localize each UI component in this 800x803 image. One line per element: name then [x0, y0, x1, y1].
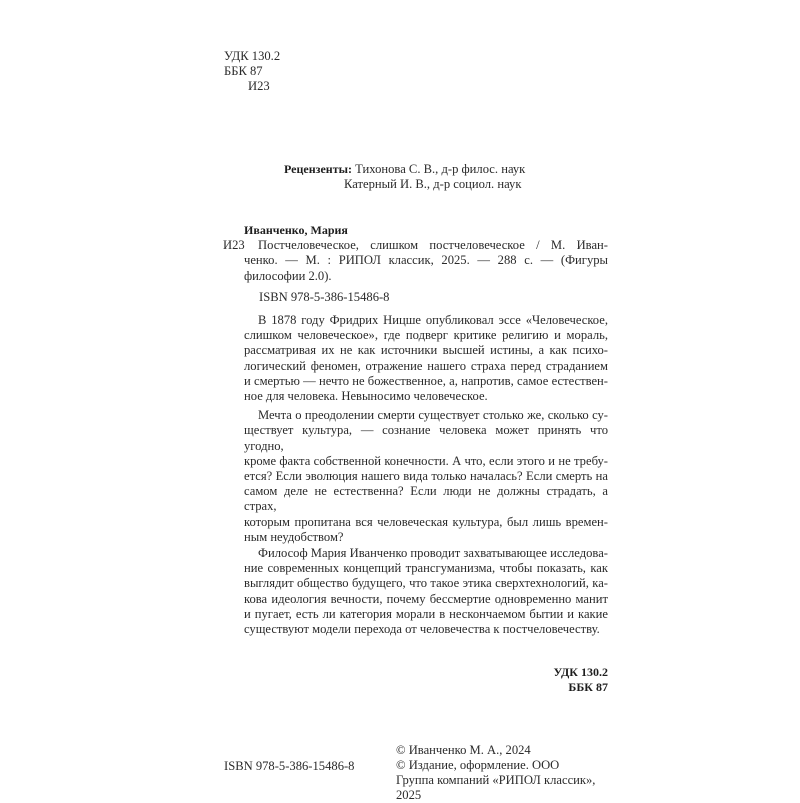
annotation-line: самом деле не естественна? Если люди не должны страдать, а страх,: [244, 484, 608, 514]
annotation-line: ется? Если эволюция нашего вида только началась? Если смерть на: [244, 468, 608, 483]
annotation-line: В 1878 году Фридрих Ницше опубликовал эссе «Человеческое,: [258, 312, 608, 327]
annotation-line: Мечта о преодолении смерти существует столько же, сколько су-: [258, 408, 608, 423]
reviewer-name: Тихонова С. В., д-р филос. наук: [355, 161, 526, 176]
copyright-block: [396, 743, 595, 803]
annotation-line: логический феномен, отражение нашего страха перед страданием: [244, 358, 608, 373]
annotation-line: ное для человека. Невыносимо человеческое.: [244, 388, 488, 403]
annotation-line: существуют модели перехода от человечества к постчеловечеству.: [244, 621, 600, 636]
annotation-line: кова идеология вечности, почему бессмертие одновременно манит: [244, 591, 608, 606]
bibliographic-record: [223, 223, 608, 305]
reviewers-label: Рецензенты:: [284, 161, 352, 176]
author-mark: И23: [248, 79, 270, 94]
annotation-paragraph-2: [244, 408, 608, 545]
reviewer-name: Катерный И. В., д-р социол. наук: [344, 176, 522, 191]
annotation-line: и пугает, есть ли категория морали в нескончаемом бытии и какие: [244, 606, 608, 621]
annotation-line: кроме факта собственной конечности. А что, если этого и не требу-: [244, 453, 608, 468]
annotation-paragraph-3: [244, 546, 608, 637]
annotation-line: слишком человеческое», где подверг критике религию и мораль,: [244, 328, 608, 343]
footer-isbn: ISBN 978-5-386-15486-8: [224, 758, 355, 773]
classification-codes: [224, 0, 800, 95]
copyright-line: 2025: [396, 788, 422, 803]
description-line: Постчеловеческое, слишком постчеловеческое / М. Иван-: [258, 238, 608, 253]
annotation-line: ние современных концепций трансгуманизма, чтобы показать, как: [244, 561, 608, 576]
reviewers-block: [284, 162, 800, 192]
annotation-line: ным неудобством?: [244, 529, 344, 544]
annotation-line: Философ Мария Иванченко проводит захватывающее исследова-: [258, 545, 608, 560]
description-line: ченко. — М. : РИПОЛ классик, 2025. — 288 с. — (Фигуры: [244, 253, 608, 268]
bbk-code: ББК 87: [224, 64, 263, 79]
annotation-line: выглядит общество будущего, что такое этика сверхтехнологий, ка-: [244, 576, 608, 591]
bbk-code-right: ББК 87: [568, 680, 608, 695]
udk-code: УДК 130.2: [224, 49, 281, 63]
isbn-record: ISBN 978-5-386-15486-8: [259, 289, 390, 304]
annotation-line: и смертью — нечто не божественное, а, напротив, самое естествен-: [244, 373, 608, 388]
author-heading: Иванченко, Мария: [244, 222, 348, 237]
annotation-line: которым пропитана вся человеческая культура, был лишь времен-: [244, 514, 608, 529]
copyright-line: © Иванченко М. А., 2024: [396, 742, 531, 757]
annotation-paragraph-1: [244, 313, 608, 404]
copyright-line: © Издание, оформление. ООО: [396, 757, 560, 772]
annotation-line: рассматривая их не как источники высшей истины, а как психо-: [244, 343, 608, 358]
annotation: [244, 313, 608, 637]
annotation-line: ществует культура, — сознание человека может принять что угодно,: [244, 423, 608, 453]
description-line: философии 2.0).: [244, 268, 332, 283]
footer: [0, 743, 800, 803]
bibliographic-mark: И23: [223, 238, 245, 253]
classification-right: [0, 665, 608, 695]
copyright-line: Группа компаний «РИПОЛ классик»,: [396, 772, 596, 787]
bibliographic-description: [244, 238, 608, 284]
udk-code-right: УДК 130.2: [553, 665, 608, 680]
